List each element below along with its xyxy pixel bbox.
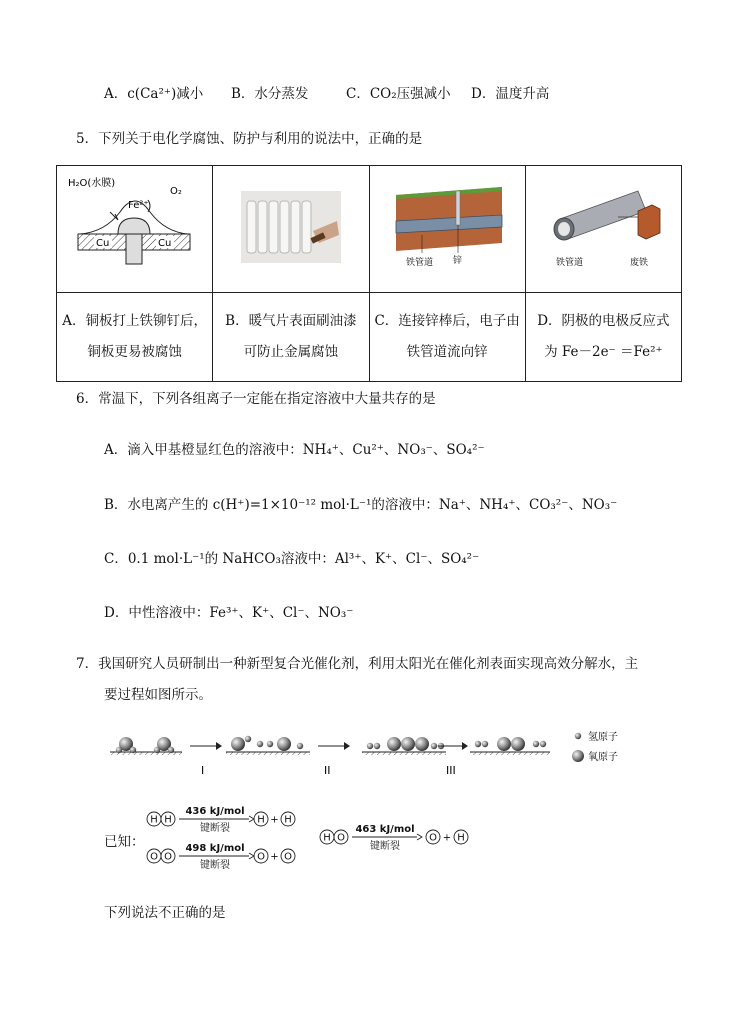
- q4-option-a: A．c(Ca²⁺)减小: [104, 86, 204, 102]
- option-a-cell: [57, 293, 213, 382]
- atom-o-5: O: [337, 832, 345, 844]
- option-b-line1: B．暖气片表面刷油漆: [225, 313, 357, 329]
- q6-option-a: A．滴入甲基橙显红色的溶液中：NH₄⁺、Cu²⁺、NO₃⁻、SO₄²⁻: [104, 442, 485, 458]
- figure-b-cell: [213, 166, 369, 293]
- legend-hydrogen: 氢原子: [588, 732, 618, 743]
- option-a-line1: A．铜板打上铁铆钉后，: [62, 313, 207, 329]
- label-fe2: Fe²⁺: [127, 200, 149, 211]
- svg-text:+: +: [442, 832, 452, 844]
- atom-o-3: O: [257, 851, 265, 863]
- figure-c-cell: [369, 166, 525, 293]
- question-5-stem: 5．下列关于电化学腐蚀、防护与利用的说法中，正确的是: [76, 131, 423, 147]
- q6-option-b: B．水电离产生的 c(H⁺)=1×10⁻¹² mol·L⁻¹的溶液中：Na⁺、NH₄⁺、CO₃²⁻、NO₃⁻: [104, 497, 618, 513]
- option-d-line2: 为 Fe－2e⁻ ＝Fe²⁺: [544, 344, 663, 360]
- oo-bond-break: 键断裂: [200, 860, 230, 871]
- iron-pipe-zinc-diagram: [382, 177, 512, 277]
- atom-o-2: O: [164, 851, 172, 863]
- question-7-tail: 下列说法不正确的是: [104, 905, 226, 921]
- atom-h-5: H: [323, 832, 331, 844]
- q4-option-b: B．水分蒸发: [231, 86, 309, 102]
- label-cu-right: Cu: [157, 238, 171, 249]
- hh-bond-break: 键断裂: [200, 823, 230, 834]
- water-splitting-process-diagram: [110, 722, 630, 782]
- figure-a-cell: [57, 166, 213, 293]
- legend-oxygen: 氧原子: [588, 752, 618, 763]
- known-label: 已知：: [104, 834, 145, 850]
- atom-h-2: H: [164, 814, 172, 826]
- label-iron-pipe: 铁管道: [406, 258, 434, 268]
- ho-bond-break: 键断裂: [370, 841, 400, 852]
- option-c-cell: [369, 293, 525, 382]
- stage-label-2: II: [324, 764, 331, 777]
- question-7-stem-line1: 7．我国研究人员研制出一种新型复合光催化剂，利用太阳光在催化剂表面实现高效分解水，主: [76, 656, 639, 672]
- question-5-table: [56, 165, 682, 382]
- copper-rivet-diagram: [60, 172, 210, 282]
- option-c-line1: C．连接锌棒后，电子由: [374, 313, 520, 329]
- label-iron-pipe-d: 铁管道: [556, 258, 584, 268]
- ho-bond-energy: 463 kJ/mol: [355, 824, 415, 835]
- option-c-line2: 铁管道流向锌: [406, 344, 488, 360]
- figure-d-cell: [525, 166, 681, 293]
- atom-h-4: H: [284, 814, 292, 826]
- option-d-line1: D．阴极的电极反应式: [537, 313, 670, 329]
- label-zinc: 锌: [453, 256, 463, 266]
- hh-bond-energy: 436 kJ/mol: [185, 806, 245, 817]
- oo-bond-energy: 498 kJ/mol: [185, 843, 245, 854]
- atom-h-1: H: [150, 814, 158, 826]
- q4-option-d: D．温度升高: [471, 86, 550, 102]
- atom-h-6: H: [457, 832, 465, 844]
- stage-label-3: III: [446, 764, 456, 777]
- option-b-cell: [213, 293, 369, 382]
- option-d-cell: [525, 293, 681, 382]
- label-o2: O₂: [169, 186, 182, 197]
- atom-o-6: O: [429, 832, 437, 844]
- label-water-film: H₂O(水膜): [67, 178, 115, 189]
- q6-option-c: C．0.1 mol·L⁻¹的 NaHCO₃溶液中：Al³⁺、K⁺、Cl⁻、SO₄²⁻: [104, 551, 480, 567]
- question-6-stem: 6．常温下，下列各组离子一定能在指定溶液中大量共存的是: [76, 391, 436, 407]
- label-cu-left: Cu: [95, 238, 109, 249]
- hydrogen-atom-icon: [575, 733, 581, 739]
- atom-o-1: O: [150, 851, 158, 863]
- radiator-photo: [241, 191, 341, 263]
- option-a-line2: 铜板更易被腐蚀: [87, 344, 182, 360]
- stage-label-1: I: [201, 764, 205, 777]
- oxygen-atom-icon: [572, 750, 584, 762]
- q6-option-d: D．中性溶液中：Fe³⁺、K⁺、Cl⁻、NO₃⁻: [104, 605, 354, 621]
- label-scrap-iron: 废铁: [630, 258, 649, 268]
- bond-energy-diagram: [145, 800, 475, 872]
- iron-pipe-scrap-iron-diagram: [538, 177, 668, 277]
- svg-text:+: +: [270, 814, 279, 826]
- q4-option-c: C．CO₂压强减小: [346, 86, 451, 102]
- atom-h-3: H: [257, 814, 265, 826]
- atom-o-4: O: [284, 851, 292, 863]
- option-b-line2: 可防止金属腐蚀: [243, 344, 339, 360]
- question-7-stem-line2: 要过程如图所示。: [104, 687, 212, 703]
- svg-text:+: +: [270, 851, 279, 863]
